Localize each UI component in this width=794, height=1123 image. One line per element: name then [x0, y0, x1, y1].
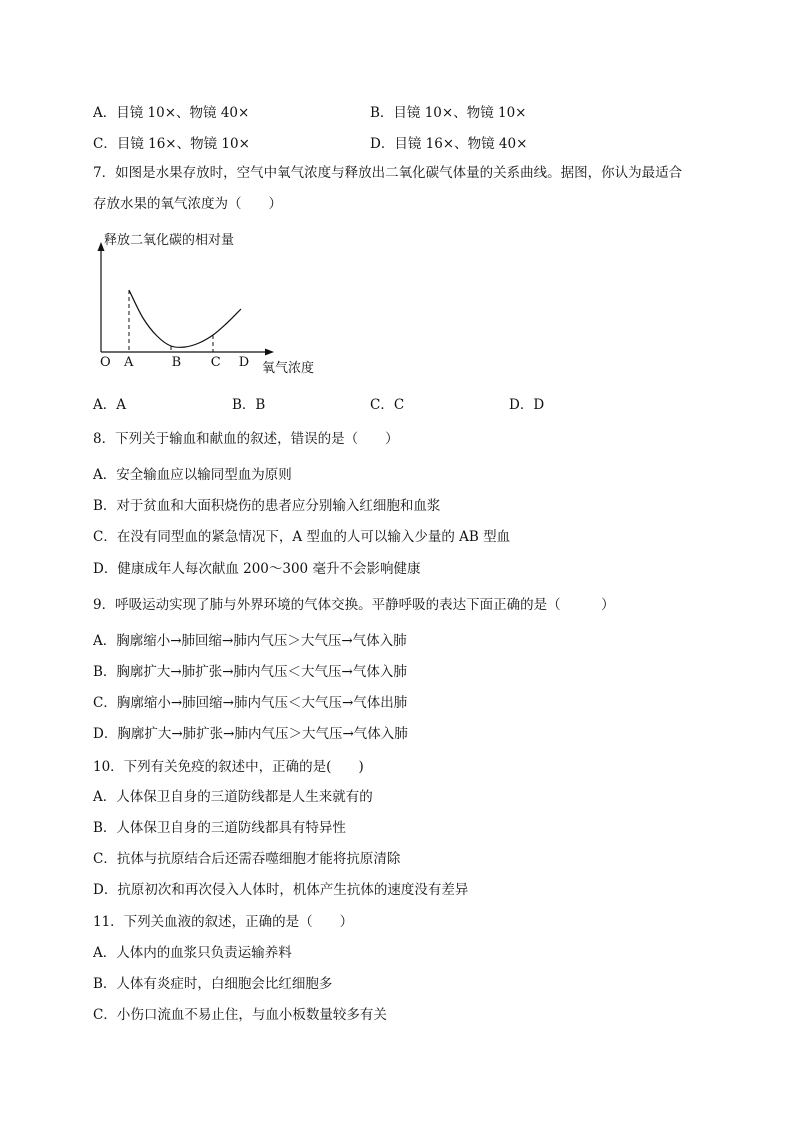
q8-option-c: C．在没有同型血的紧急情况下，A 型血的人可以输入少量的 AB 型血: [93, 529, 511, 545]
q7-option-c: C．C: [370, 397, 405, 413]
q8-option-d: D．健康成年人每次献血 200～300 毫升不会影响健康: [93, 561, 421, 577]
q9-option-a: A．胸廓缩小→肺回缩→肺内气压＞大气压→气体入肺: [93, 633, 407, 649]
q8-stem: 8．下列关于输血和献血的叙述，错误的是（ ）: [93, 431, 399, 447]
q8-option-a: A．安全输血应以输同型血为原则: [93, 467, 292, 483]
q10-option-c: C．抗体与抗原结合后还需吞噬细胞才能将抗原清除: [93, 851, 401, 867]
y-axis-label: 释放二氧化碳的相对量: [104, 233, 235, 248]
q6-options-row-2: [93, 132, 733, 150]
q11-option-b: B．人体有炎症时，白细胞会比红细胞多: [93, 976, 333, 992]
q6-options-row-1: [93, 101, 733, 119]
q6-option-c: C．目镜 16×、物镜 10×: [93, 136, 250, 152]
q8-option-b: B．对于贫血和大面积烧伤的患者应分别输入红细胞和血浆: [93, 498, 441, 514]
x-tick-label-c: C: [210, 355, 221, 370]
q9-option-d: D．胸廓扩大→肺扩张→肺内气压＞大气压→气体入肺: [93, 726, 408, 742]
oxygen-co2-chart: [90, 226, 340, 376]
x-tick-label-b: B: [171, 355, 182, 370]
q7-stem-line-2: 存放水果的氧气浓度为（ ）: [93, 196, 282, 212]
q10-stem: 10．下列有关免疫的叙述中，正确的是( ): [93, 759, 364, 775]
q9-stem: 9．呼吸运动实现了肺与外界环境的气体交换。平静呼吸的表达下面正确的是（ ）: [93, 597, 615, 613]
q7-stem-line-1: 7．如图是水果存放时，空气中氧气浓度与释放出二氧化碳气体量的关系曲线。据图，你认为最适合: [93, 165, 683, 181]
x-axis-label: 氧气浓度: [262, 361, 315, 376]
q6-option-b: B．目镜 10×、物镜 10×: [370, 105, 527, 121]
q11-option-c: C．小伤口流血不易止住，与血小板数量较多有关: [93, 1007, 387, 1023]
q9-option-b: B．胸廓扩大→肺扩张→肺内气压＜大气压→气体入肺: [93, 664, 407, 680]
q7-option-b: B．B: [232, 397, 266, 413]
q11-stem: 11．下列关血液的叙述，正确的是（ ）: [93, 914, 354, 930]
q7-options-row: [93, 393, 733, 411]
origin-label: O: [100, 355, 111, 370]
x-axis-arrow: [265, 349, 274, 356]
q6-option-a: A．目镜 10×、物镜 40×: [93, 105, 250, 121]
x-tick-label-d: D: [238, 355, 250, 370]
co2-curve: [129, 290, 241, 347]
q11-option-a: A．人体内的血浆只负责运输养料: [93, 945, 292, 961]
x-tick-label-a: A: [124, 355, 134, 370]
q7-option-a: A．A: [93, 397, 126, 413]
q10-option-a: A．人体保卫自身的三道防线都是人生来就有的: [93, 789, 373, 805]
q7-option-d: D．D: [509, 397, 545, 413]
q6-option-d: D．目镜 16×、物镜 40×: [370, 136, 528, 152]
q10-option-d: D．抗原初次和再次侵入人体时，机体产生抗体的速度没有差异: [93, 882, 469, 898]
q9-option-c: C．胸廓缩小→肺回缩→肺内气压＜大气压→气体出肺: [93, 695, 408, 711]
q10-option-b: B．人体保卫自身的三道防线都具有特异性: [93, 820, 346, 836]
